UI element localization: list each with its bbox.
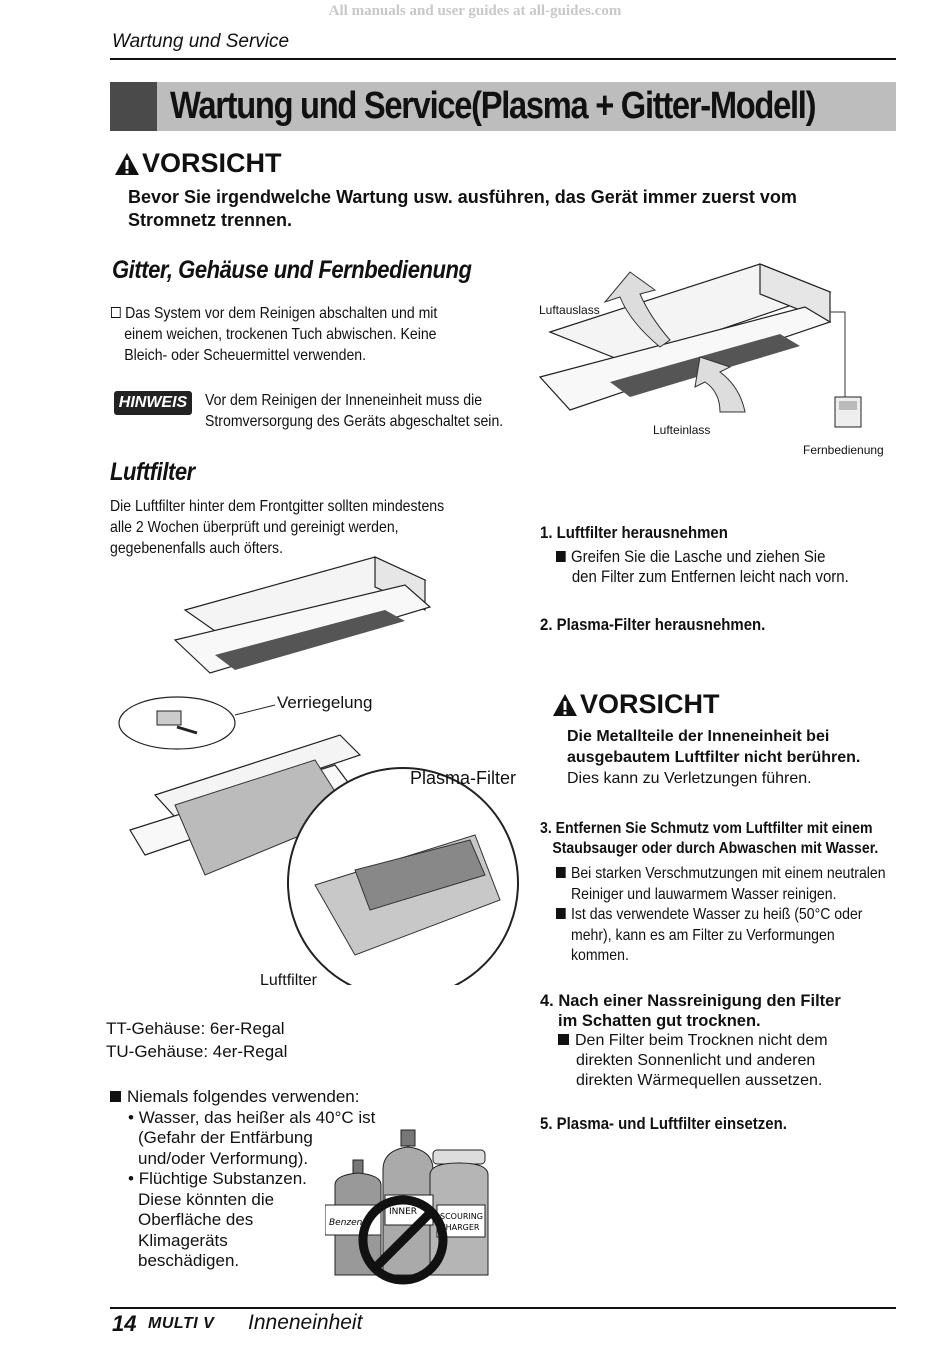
step-3-title (540, 819, 878, 859)
filter-intro-line: gegebenenfalls auch öfters. (110, 540, 284, 557)
caution-heading (114, 148, 282, 179)
step-3-title-line: Staubsauger oder durch Abwaschen mit Wasser. (552, 840, 879, 857)
title-bar-accent (110, 82, 157, 131)
label-air-inlet: Lufteinlass (653, 423, 711, 437)
step-4-line: direkten Sonnenlicht und anderen (576, 1052, 816, 1069)
step-4-line: Den Filter beim Trocknen nicht dem (575, 1032, 828, 1049)
prohibited-chemicals-icon (325, 1125, 525, 1295)
bottle-label-thinner: INNER (389, 1207, 418, 1217)
caution-2-line: Die Metallteile der Inneneinheit bei (567, 728, 830, 745)
never-use-item-line: beschädigen. (138, 1251, 240, 1270)
caution-heading-2-text: VORSICHT (580, 689, 720, 719)
step-3-line: kommen. (570, 947, 629, 964)
square-bullet-icon (556, 867, 566, 878)
step-3-line: Bei starken Verschmutzungen mit einem neutralen (570, 865, 886, 882)
caution-text (128, 186, 797, 232)
hinweis-badge: HINWEIS (114, 391, 192, 415)
grill-bullet-line: Das System vor dem Reinigen abschalten und mit (125, 305, 438, 322)
grill-bullet-line: Bleich- oder Scheuermittel verwenden. (124, 347, 367, 364)
footer-label: Inneneinheit (248, 1311, 363, 1334)
never-use-item: Wasser, das heißer als 40°C ist (138, 1107, 376, 1127)
label-plasma-filter: Plasma-Filter (410, 768, 517, 788)
label-air-outlet: Luftauslass (539, 303, 600, 317)
never-use-item-line: Diese könnten die (138, 1189, 275, 1209)
never-use-item-line: Klimageräts (138, 1230, 228, 1250)
case-tu: TU-Gehäuse: 4er-Regal (106, 1042, 288, 1061)
caution-2-text (567, 726, 860, 789)
square-bullet-icon (556, 908, 566, 919)
watermark: All manuals and user guides at all-guides.com (328, 3, 622, 19)
label-remote-control: Fernbedienung (803, 443, 884, 457)
step-3-line: Ist das verwendete Wasser zu heiß (50°C oder (570, 906, 863, 923)
filter-intro-line: alle 2 Wochen überprüft und gereinigt werden, (110, 519, 399, 536)
case-shelf-info (106, 1017, 287, 1063)
filter-intro (110, 496, 444, 559)
never-use-item-line: (Gefahr der Entfärbung (138, 1128, 313, 1147)
caution-text-line: Stromnetz trennen. (128, 210, 293, 230)
hinweis-text-line: Vor dem Reinigen der Inneneinheit muss die (205, 392, 483, 409)
bottle-label-scouring: SCOURING (440, 1212, 483, 1221)
grill-bullet-line: einem weichen, trockenen Tuch abwischen. Keine (124, 326, 437, 343)
step-4-title-line: 4. Nach einer Nassreinigung den Filter (540, 992, 841, 1010)
step-4-title-line: im Schatten gut trocknen. (558, 1012, 761, 1030)
multi-v-logo: MULTI V (148, 1315, 215, 1332)
hinweis-text-line: Stromversorgung des Geräts abgeschaltet sein. (205, 413, 504, 430)
bottle-label-charger: CHARGER (440, 1223, 480, 1232)
page-number: 14 (112, 1311, 137, 1336)
step-3-detail (556, 864, 886, 967)
caution-heading-2 (552, 689, 720, 720)
never-use-list: Niemals folgendes verwenden: • Wasser, das heißer als 40°C ist (Gefahr der Entfärbung und/oder Verformung). • Flüchtige Substanzen. Diese könnten die Oberfläche des Klimageräts beschädigen. (110, 1087, 375, 1272)
step-1-title: 1. Luftfilter herausnehmen (540, 523, 728, 542)
step-1-detail (556, 547, 849, 587)
section-title-filter: Luftfilter (110, 458, 195, 486)
footer-rule (110, 1307, 896, 1309)
caution-heading-text: VORSICHT (142, 148, 282, 178)
filter-intro-line: Die Luftfilter hinter dem Frontgitter sollten mindestens (110, 498, 445, 515)
header-rule (110, 58, 896, 60)
label-air-filter: Luftfilter (260, 972, 317, 989)
running-header: Wartung und Service (112, 31, 290, 52)
step-2-title: 2. Plasma-Filter herausnehmen. (540, 615, 766, 634)
never-use-item-line: Oberfläche des (138, 1210, 254, 1229)
page-title: Wartung und Service(Plasma + Gitter-Modell) (170, 85, 816, 127)
never-use-item-line: und/oder Verformung). (138, 1148, 309, 1168)
bottle-label-benzene: Benzene (329, 1218, 368, 1228)
grill-bullet (111, 303, 437, 366)
step-3-line: mehr), kann es am Filter zu Verformungen (570, 926, 835, 944)
square-bullet-icon (110, 1091, 121, 1102)
caution-2-line: ausgebautem Luftfilter nicht berühren. (567, 749, 861, 766)
case-tt: TT-Gehäuse: 6er-Regal (106, 1019, 285, 1038)
warning-icon (114, 152, 140, 176)
step-5-title: 5. Plasma- und Luftfilter einsetzen. (540, 1114, 787, 1133)
caution-2-line: Dies kann zu Verletzungen führen. (567, 770, 812, 787)
step-1-line: Greifen Sie die Lasche und ziehen Sie (570, 547, 826, 566)
step-3-line: Reiniger und lauwarmem Wasser reinigen. (570, 885, 837, 903)
square-bullet-icon (556, 551, 566, 562)
checkbox-bullet-icon (111, 307, 121, 318)
step-4-title (540, 991, 841, 1031)
warning-icon (552, 693, 578, 717)
caution-text-line: Bevor Sie irgendwelche Wartung usw. ausführen, das Gerät immer zuerst vom (128, 187, 797, 207)
never-use-item: Flüchtige Substanzen. (138, 1169, 307, 1188)
hinweis-text (205, 390, 503, 432)
step-4-detail (558, 1031, 828, 1091)
label-lock: Verriegelung (277, 693, 373, 712)
section-title-grill: Gitter, Gehäuse und Fernbedienung (112, 256, 472, 284)
step-4-line: direkten Wärmequellen aussetzen. (576, 1072, 823, 1089)
step-3-title-line: 3. Entfernen Sie Schmutz vom Luftfilter mit einem (540, 820, 873, 837)
never-use-heading: Niemals folgendes verwenden: (127, 1087, 360, 1106)
square-bullet-icon (558, 1034, 569, 1045)
step-1-line: den Filter zum Entfernen leicht nach vorn. (571, 567, 849, 586)
